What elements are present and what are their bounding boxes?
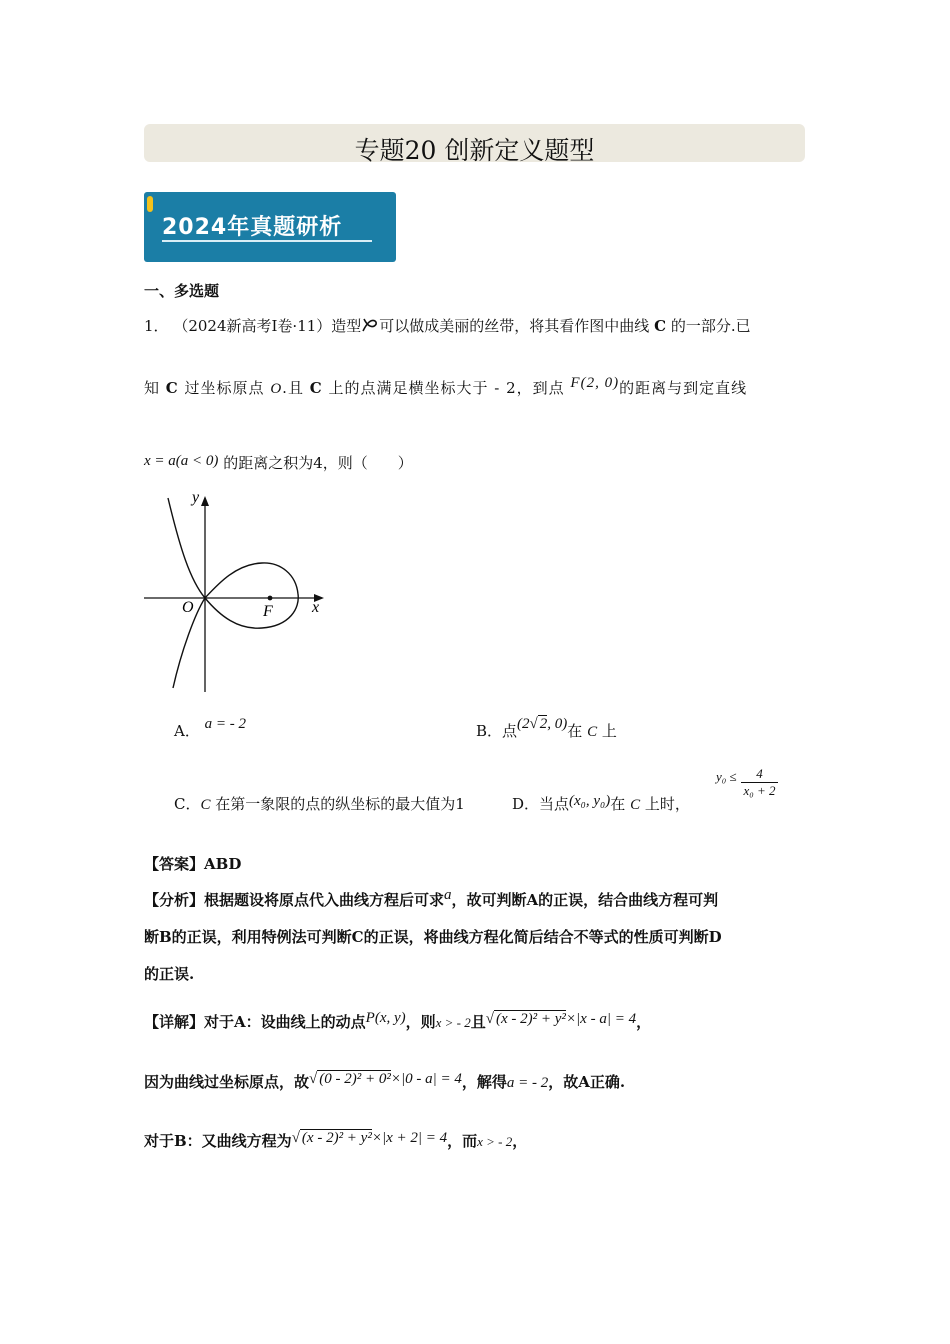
detail-text: ，故A正确.	[548, 1073, 626, 1091]
option-d-label: D．当点	[512, 795, 570, 813]
question-number: 1．	[144, 317, 169, 335]
detail-tail-2: ×|0 - a| = 4	[390, 1071, 462, 1087]
question-line1-suffix: 可以做成美丽的丝带，将其看作图中曲线	[379, 317, 650, 335]
question-line-1	[144, 315, 751, 336]
x-axis-label: x	[312, 599, 320, 616]
analysis-line-1	[144, 889, 718, 910]
option-c-label: C．	[174, 795, 201, 813]
option-a	[174, 716, 246, 741]
detail-text: ，而	[447, 1132, 478, 1150]
detail-root-2: (0 - 2)² + 0²	[319, 1071, 391, 1087]
detail-root-1: (x - 2)² + y²	[496, 1011, 566, 1027]
option-d-ineq-left: y₀ ≤	[716, 768, 737, 784]
banner-underline	[162, 240, 372, 242]
point-f-math: F(2, 0)	[570, 375, 620, 391]
curve-name: C	[309, 379, 323, 397]
banner-label: 2024年真题研析	[162, 215, 343, 240]
option-b-var: C	[587, 724, 598, 740]
detail-label: 【详解】	[144, 1013, 205, 1031]
option-a-math: a = - 2	[204, 716, 246, 732]
option-c-var: C	[200, 797, 211, 813]
analysis-var: a	[444, 887, 452, 903]
question-text: 的距离与到定直线	[619, 379, 748, 397]
detail-text: 对于A：设曲线上的动点	[204, 1013, 366, 1031]
option-d-fraction	[741, 766, 777, 799]
detail-tail-1: ×|x - a| = 4	[565, 1011, 637, 1027]
option-c	[174, 793, 465, 814]
detail-equation-1: √ (x - 2)² + y²×|x - a| = 4	[485, 1011, 637, 1027]
option-b-root: 2	[539, 716, 548, 732]
answer-label: 【答案】	[144, 855, 205, 873]
ribbon-icon	[361, 317, 379, 333]
analysis-line-2: 断B的正误，利用特例法可判断C的正误，将曲线方程化简后结合不等式的性质可判断D	[144, 928, 722, 946]
answer-value: ABD	[204, 855, 242, 873]
detail-text: 且	[470, 1013, 486, 1031]
detail-point-p: P(x, y)	[365, 1010, 406, 1026]
analysis-label: 【分析】	[144, 891, 205, 909]
question-line-2	[144, 377, 747, 398]
page-title-text: 专题20 创新定义题型	[354, 136, 595, 162]
question-text: .且	[282, 379, 304, 397]
detail-text: 因为曲线过坐标原点，故	[144, 1073, 310, 1091]
detail-tail-3: ×|x + 2| = 4	[371, 1130, 448, 1146]
detail-value: a = - 2	[506, 1075, 549, 1091]
option-d	[512, 793, 690, 814]
question-intro: （2024新高考Ⅰ卷·11）造型	[173, 317, 362, 335]
option-d-var: C	[630, 797, 641, 813]
question-text: 过坐标原点	[184, 379, 265, 397]
origin-label: O	[182, 599, 194, 616]
option-a-label: A．	[174, 722, 200, 740]
detail-condition: x > - 2	[435, 1015, 471, 1030]
y-axis-arrow	[201, 496, 209, 506]
option-b-end: 上	[601, 722, 617, 740]
option-d-text: 在	[610, 795, 626, 813]
analysis-line-3: 的正误.	[144, 965, 195, 983]
detail-equation-3: √ (x - 2)² + y²×|x + 2| = 4	[291, 1130, 448, 1146]
question-text: 知	[144, 379, 161, 397]
detail-equation-2: √ (0 - 2)² + 0²×|0 - a| = 4	[309, 1071, 462, 1087]
option-b-math: (2√ 2, 0)	[517, 716, 568, 732]
question-text: 上的点满足横坐标大于 - 2，到点	[328, 379, 565, 397]
detail-line-2	[144, 1071, 625, 1092]
detail-line-3	[144, 1130, 527, 1151]
option-b-math-post: , 0)	[547, 716, 568, 732]
option-b-math-pre: (2	[517, 716, 530, 732]
analysis-text: 根据题设将原点代入曲线方程后可求	[204, 891, 445, 909]
focus-point	[268, 596, 273, 601]
option-d-point: (x₀, y₀)	[569, 793, 611, 809]
curve-name: C	[165, 379, 179, 397]
curve-c	[168, 498, 298, 688]
answer-line	[144, 853, 241, 874]
question-text: 的距离之积为4，则（ ）	[223, 454, 413, 472]
option-d-denominator: x₀ + 2	[743, 783, 776, 798]
option-d-inequality	[716, 766, 778, 799]
section-heading: 一、多选题	[144, 282, 220, 300]
detail-text: 对于B：又曲线方程为	[144, 1132, 292, 1150]
curve-graph	[140, 488, 340, 698]
section-banner	[144, 192, 396, 262]
curve-name: C	[654, 317, 667, 335]
y-axis-label: y	[192, 489, 200, 506]
option-c-text: 在第一象限的点的纵坐标的最大值为1	[215, 795, 465, 813]
detail-text: ，	[512, 1132, 528, 1150]
option-d-numerator: 4	[741, 766, 777, 783]
option-d-end: 上时，	[644, 795, 690, 813]
option-b	[476, 716, 617, 741]
banner-accent	[147, 196, 153, 212]
detail-text: ，则	[405, 1013, 436, 1031]
detail-text: ，	[636, 1013, 652, 1031]
focus-label: F	[263, 603, 273, 620]
detail-condition: x > - 2	[477, 1134, 513, 1149]
analysis-text: ，故可判断A的正误，结合曲线方程可判	[451, 891, 719, 909]
line-equation: x = a(a < 0)	[144, 453, 219, 469]
option-b-label: B．点	[476, 722, 518, 740]
origin-name: O	[270, 381, 283, 397]
page-title	[144, 124, 805, 162]
detail-root-3: (x - 2)² + y²	[301, 1130, 372, 1146]
question-line1-end: 的一部分.已	[670, 317, 751, 335]
detail-text: ，解得	[461, 1073, 507, 1091]
question-line-3	[144, 452, 413, 473]
option-b-text: 在	[567, 722, 583, 740]
detail-line-1	[144, 1011, 651, 1032]
